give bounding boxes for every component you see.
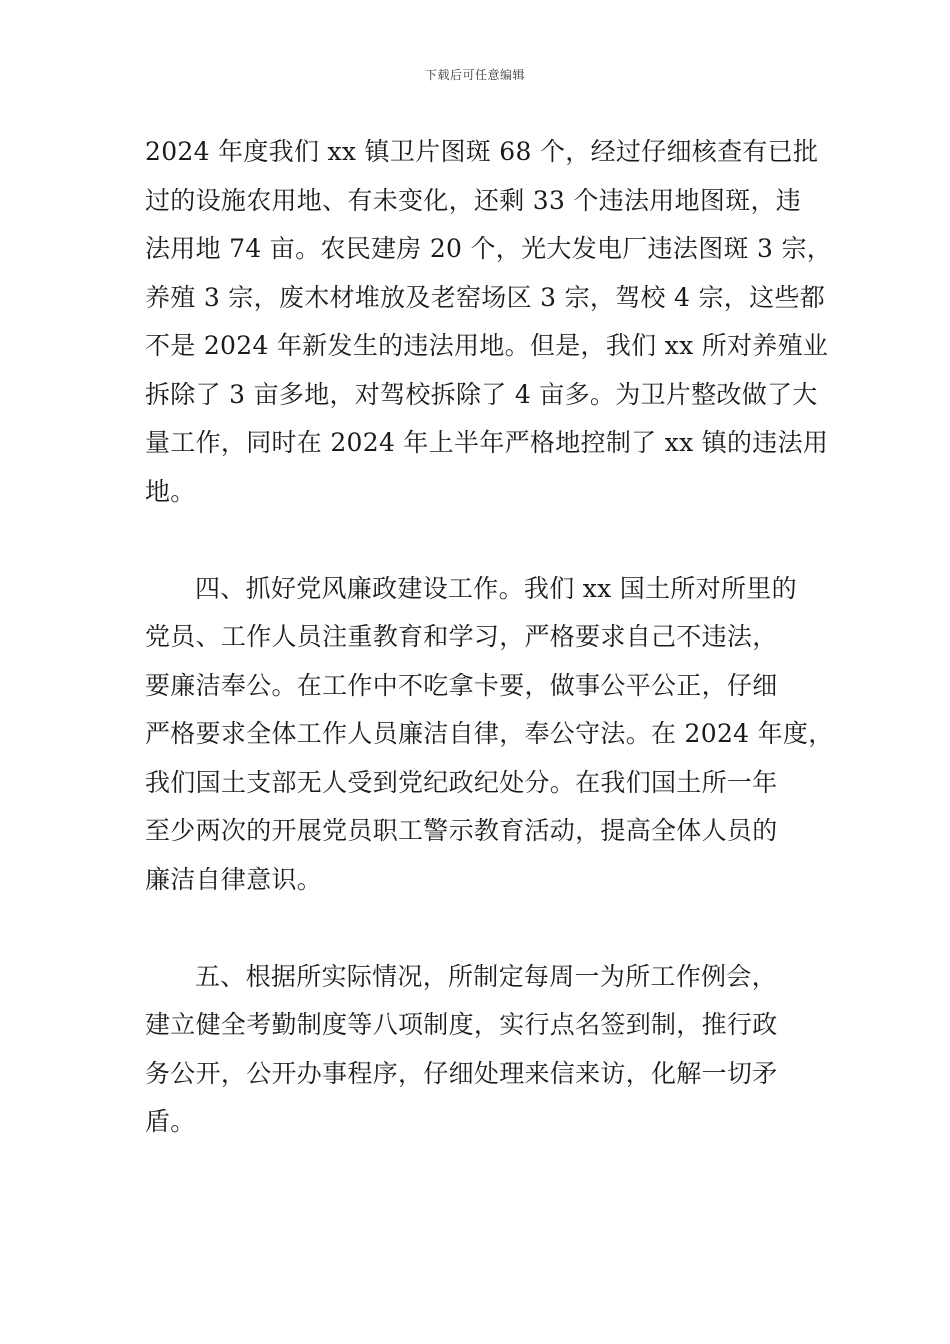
text-line: 要廉洁奉公。在工作中不吃拿卡要，做事公平公正，仔细 (145, 670, 778, 700)
text-line: 务公开，公开办事程序，仔细处理来信来访，化解一切矛 (145, 1058, 778, 1088)
text-line: 党员、工作人员注重教育和学习，严格要求自己不违法， (145, 622, 778, 651)
paragraph-spacer (145, 516, 825, 565)
paragraph-2 (145, 565, 834, 905)
text-line: 至少两次的开展党员职工警示教育活动，提高全体人员的 (145, 816, 778, 845)
text-line: 建立健全考勤制度等八项制度，实行点名签到制，推行政 (145, 1010, 778, 1039)
text-line: 不是 2024 年新发生的违法用地。但是，我们 xx 所对养殖业 (145, 331, 829, 360)
text-line: 廉洁自律意识。 (145, 864, 323, 894)
text-line: 地。 (145, 476, 196, 506)
text-line: 盾。 (145, 1107, 196, 1136)
text-line: 2024 年度我们 xx 镇卫片图斑 68 个，经过仔细核查有已批 (145, 137, 819, 166)
text-line: 四、抓好党风廉政建设工作。我们 xx 国土所对所里的 (195, 573, 797, 603)
document-body (145, 128, 834, 1147)
paragraph-spacer (145, 904, 825, 953)
text-line: 我们国土支部无人受到党纪政纪处分。在我们国土所一年 (145, 767, 778, 797)
paragraph-3 (145, 953, 825, 1147)
text-line: 养殖 3 宗，废木材堆放及老窑场区 3 宗，驾校 4 宗，这些都 (145, 282, 825, 312)
text-line: 过的设施农用地、有未变化，还剩 33 个违法用地图斑，违 (145, 185, 802, 215)
text-line: 拆除了 3 亩多地，对驾校拆除了 4 亩多。为卫片整改做了大 (145, 379, 818, 409)
paragraph-1 (145, 128, 833, 516)
text-line: 法用地 74 亩。农民建房 20 个，光大发电厂违法图斑 3 宗， (145, 234, 833, 263)
text-line: 量工作，同时在 2024 年上半年严格地控制了 xx 镇的违法用 (145, 428, 829, 457)
text-line: 严格要求全体工作人员廉洁自律，奉公守法。在 2024 年度， (145, 719, 834, 748)
header-note: 下载后可任意编辑 (424, 68, 525, 82)
text-line: 五、根据所实际情况，所制定每周一为所工作例会， (195, 961, 777, 991)
